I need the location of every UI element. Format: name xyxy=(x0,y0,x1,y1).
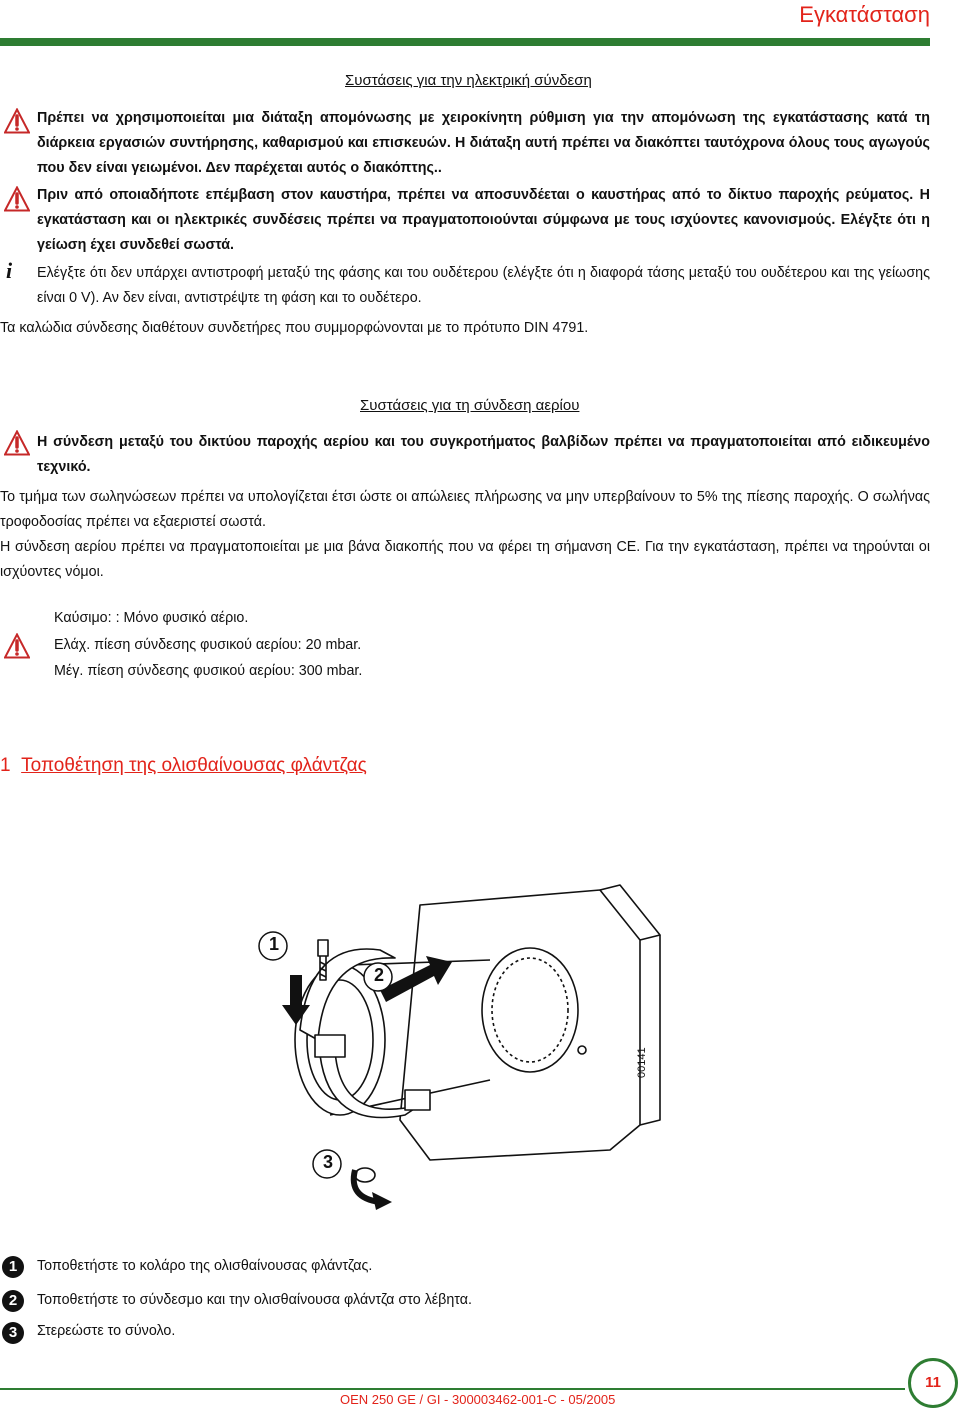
step-text-1: Τοποθετήστε το κολάρο της ολισθαίνουσας φλάντζας. xyxy=(37,1258,373,1274)
footer-rule xyxy=(0,1388,905,1390)
warning-icon xyxy=(4,430,30,456)
electrical-warning-1: Πρέπει να χρησιμοποιείται μια διάταξη απομόνωσης με χειροκίνητη ρύθμιση για την απομόνωση της εγκατάστασης κατά τη διάρκεια εργασιών συντήρησης, καθαρισμού και επισκευών. Η διάταξη αυτή πρέπει να διακόπτει ταυτόχρονα όλους τους αγωγούς που δεν είναι γειωμένοι. Δεν παρέχεται αυτός ο διακόπτης.. xyxy=(37,110,930,176)
fuel-type: Καύσιμο: : Μόνο φυσικό αέριο. xyxy=(54,610,249,626)
figure-callout-1: 1 xyxy=(268,934,279,954)
step-number-2: 2 xyxy=(2,1290,24,1312)
flange-illustration xyxy=(230,880,700,1210)
header-rule xyxy=(0,38,930,46)
step-number-3: 3 xyxy=(2,1322,24,1344)
gas-section-title: Συστάσεις για τη σύνδεση αερίου xyxy=(360,397,580,414)
gas-paragraph-2: Η σύνδεση αερίου πρέπει να πραγματοποιείται με μια βάνα διακοπής που να φέρει τη σήμανση CE. Για την εγκατάσταση, πρέπει να τηρούνται οι ισχύοντες νόμοι. xyxy=(0,539,930,580)
section-title: Τοποθέτηση της ολισθαίνουσας φλάντζας xyxy=(21,755,367,776)
electrical-cables-note: Τα καλώδια σύνδεσης διαθέτουν συνδετήρες που συμμορφώνονται με το πρότυπο DIN 4791. xyxy=(0,320,589,336)
footer-doc-ref: OEN 250 GE / GI - 300003462-001-C - 05/2005 xyxy=(340,1392,616,1407)
page-number: 11 xyxy=(908,1358,958,1408)
page-title: Εγκατάσταση xyxy=(799,2,930,27)
electrical-info: Ελέγξτε ότι δεν υπάρχει αντιστροφή μεταξύ της φάσης και του ουδέτερου (ελέγξτε ότι η διαφορά τάσης μεταξύ του ουδέτερου και της γείωσης είναι 0 V). Αν δεν είναι, αντιστρέψτε τη φάση και το ουδέτερο. xyxy=(37,265,930,306)
gas-warning: Η σύνδεση μεταξύ του δικτύου παροχής αερίου και του συγκροτήματος βαλβίδων πρέπει να πραγματοποιείται από ειδικευμένο τεχνικό. xyxy=(37,434,930,475)
gas-paragraph-1: Το τμήμα των σωληνώσεων πρέπει να υπολογίζεται έτσι ώστε οι απώλειες πλήρωσης να μην υπερβαίνουν το 5% της πίεσης παροχής. Ο σωλήνας τροφοδοσίας πρέπει να εξαεριστεί σωστά. xyxy=(0,489,930,530)
section-heading xyxy=(0,755,367,777)
section-number: 1 xyxy=(0,755,11,776)
step-text-3: Στερεώστε το σύνολο. xyxy=(37,1323,176,1339)
warning-icon xyxy=(4,108,30,134)
warning-icon xyxy=(4,633,30,659)
max-pressure: Μέγ. πίεση σύνδεσης φυσικού αερίου: 300 mbar. xyxy=(54,663,363,679)
electrical-section-title: Συστάσεις για την ηλεκτρική σύνδεση xyxy=(345,72,592,89)
step-number-1: 1 xyxy=(2,1256,24,1278)
figure-code: 00141 xyxy=(636,1047,648,1078)
figure-callout-2: 2 xyxy=(373,965,384,985)
figure-callout-3: 3 xyxy=(322,1152,333,1172)
info-icon: i xyxy=(6,258,13,283)
warning-icon xyxy=(4,186,30,212)
electrical-warning-2: Πριν από οποιαδήποτε επέμβαση στον καυστήρα, πρέπει να αποσυνδέεται ο καυστήρας από το δίκτυο παροχής ρεύματος. Η εγκατάσταση και οι ηλεκτρικές συνδέσεις πρέπει να πραγματοποιούνται σύμφωνα με τους ισχύοντες κανονισμούς. Ελέγξτε ότι η γείωση έχει συνδεθεί σωστά. xyxy=(37,187,930,253)
step-text-2: Τοποθετήστε το σύνδεσμο και την ολισθαίνουσα φλάντζα στο λέβητα. xyxy=(37,1292,472,1308)
min-pressure: Ελάχ. πίεση σύνδεσης φυσικού αερίου: 20 mbar. xyxy=(54,637,362,653)
